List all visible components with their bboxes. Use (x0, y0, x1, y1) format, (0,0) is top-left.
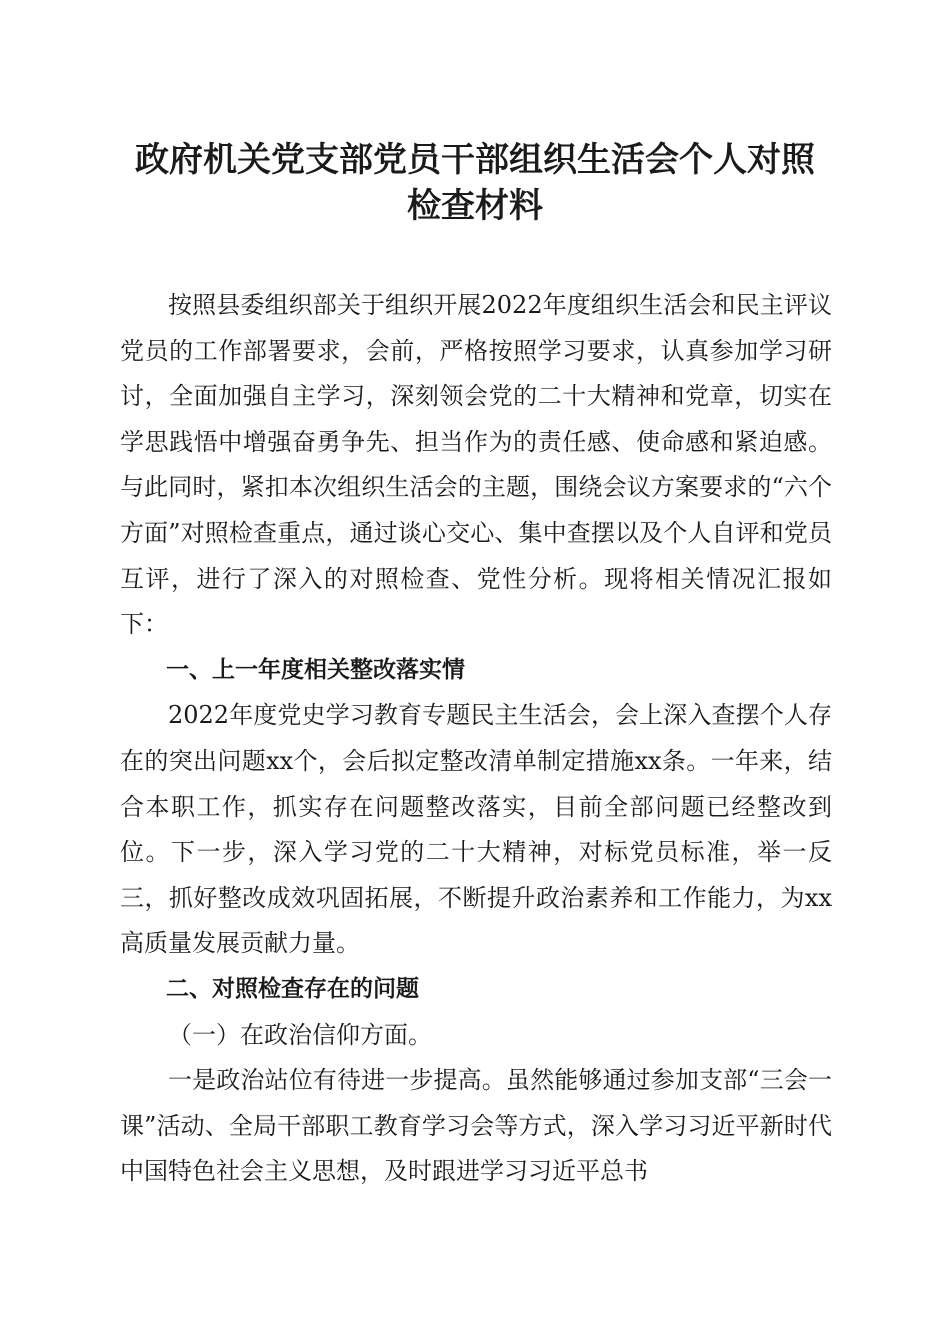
section-heading-1: 一、上一年度相关整改落实情 (166, 656, 465, 683)
subsection-heading-1: （一）在政治信仰方面。 (168, 1020, 432, 1049)
subsection-1-paragraph: 一是政治站位有待进一步提高。虽然能够通过参加支部“三会一课”活动、全局干部职工教育学习会等方式，深入学习习近平新时代中国特色社会主义思想，及时跟进学习习近平总书 (120, 1066, 832, 1186)
document-body (120, 283, 832, 1195)
document-title-line-2: 检查材料 (407, 186, 543, 226)
section-1-paragraph: 2022年度党史学习教育专题民主生活会，会上深入查摆个人存在的突出问题xx个，会后拟定整改清单制定措施xx条。一年来，结合本职工作，抓实存在问题整改落实，目前全部问题已经整改到位。下一步，深入学习党的二十大精神，对标党员标准，举一反三，抓好整改成效巩固拓展，不断提升政治素养和工作能力，为xx高质量发展贡献力量。 (120, 701, 832, 958)
intro-paragraph: 按照县委组织部关于组织开展2022年度组织生活会和民主评议党员的工作部署要求，会前，严格按照学习要求，认真参加学习研讨，全面加强自主学习，深刻领会党的二十大精神和党章，切实在学思践悟中增强奋勇争先、担当作为的责任感、使命感和紧迫感。与此同时，紧扣本次组织生活会的主题，围绕会议方案要求的“六个方面”对照检查重点，通过谈心交心、集中查摆以及个人自评和党员互评，进行了深入的对照检查、党性分析。现将相关情况汇报如下： (120, 291, 832, 639)
document-title-line-1: 政府机关党支部党员干部组织生活会个人对照 (135, 140, 815, 180)
section-heading-2: 二、对照检查存在的问题 (166, 975, 419, 1002)
